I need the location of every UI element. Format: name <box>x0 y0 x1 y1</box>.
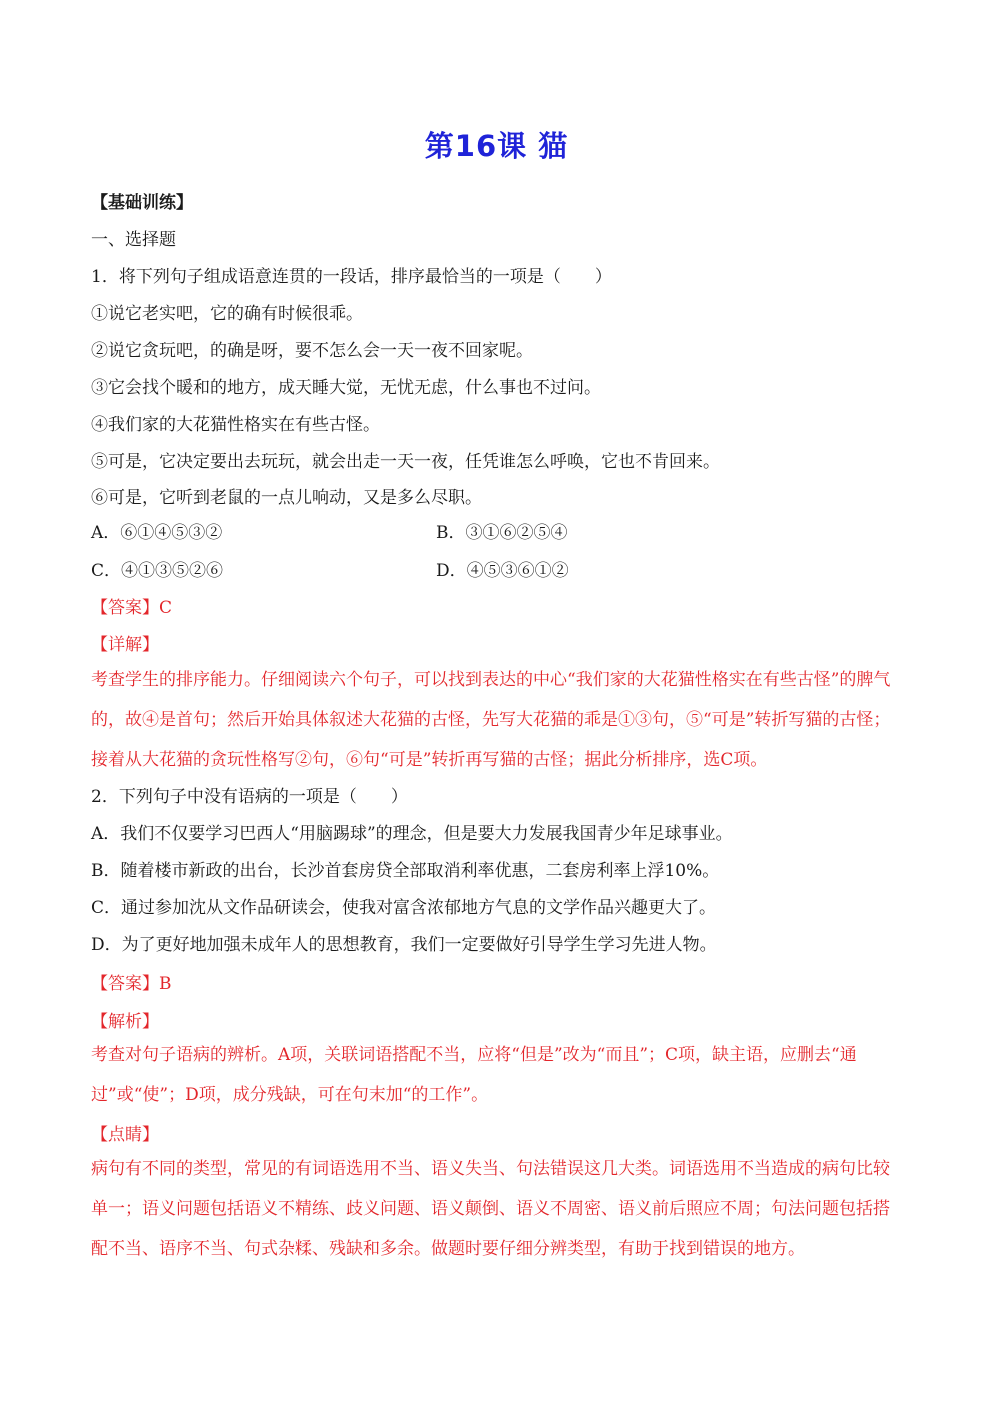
q1-option-d: D．④⑤③⑥①② <box>436 561 569 581</box>
part-heading: 一、选择题 <box>91 230 176 250</box>
q1-answer-value: C <box>159 598 173 618</box>
q1-sentence-1: ①说它老实吧，它的确有时候很乖。 <box>91 304 363 324</box>
q2-stem: 2．下列句子中没有语病的一项是（ ） <box>91 787 408 807</box>
q2-option-a: A．我们不仅要学习巴西人“用脑踢球”的理念，但是要大力发展我国青少年足球事业。 <box>91 824 733 844</box>
page-title: 第16课 猫 <box>424 129 569 163</box>
q1-detail-label: 【详解】 <box>91 635 159 655</box>
q1-option-b: B．③①⑥②⑤④ <box>436 523 568 543</box>
q1-sentence-2: ②说它贪玩吧，的确是呀，要不怎么会一天一夜不回家呢。 <box>91 341 533 361</box>
q2-option-d: D．为了更好地加强未成年人的思想教育，我们一定要做好引导学生学习先进人物。 <box>91 935 717 955</box>
section-header: 【基础训练】 <box>91 193 193 213</box>
q1-answer <box>91 597 172 619</box>
q1-answer-label: 【答案】 <box>91 598 159 618</box>
q1-option-a: A．⑥①④⑤③② <box>91 523 223 543</box>
q1-sentence-4: ④我们家的大花猫性格实在有些古怪。 <box>91 415 380 435</box>
q2-option-b: B．随着楼市新政的出台，长沙首套房贷全部取消利率优惠，二套房利率上浮10%。 <box>91 861 720 881</box>
q1-stem: 1．将下列句子组成语意连贯的一段话，排序最恰当的一项是（ ） <box>91 267 612 287</box>
q2-tip-text: 病句有不同的类型，常见的有词语选用不当、语义失当、句法错误这几大类。词语选用不当造成的病句比较单一；语义问题包括语义不精练、歧义问题、语义颠倒、语义不周密、语义前后照应不周；句法问题包括搭配不当、语序不当、句式杂糅、残缺和多余。做题时要仔细分辨类型，有助于找到错误的地方。 <box>91 1159 890 1259</box>
q2-tip-label: 【点睛】 <box>91 1125 159 1145</box>
q1-option-c: C．④①③⑤②⑥ <box>91 561 224 581</box>
q2-answer-label: 【答案】 <box>91 974 159 994</box>
q2-answer <box>91 973 172 995</box>
q1-sentence-6: ⑥可是，它听到老鼠的一点儿响动，又是多么尽职。 <box>91 488 482 508</box>
q1-detail-text: 考查学生的排序能力。仔细阅读六个句子，可以找到表达的中心“我们家的大花猫性格实在有些古怪”的脾气的，故④是首句；然后开始具体叙述大花猫的古怪，先写大花猫的乖是①③句，⑤“可是”转折写猫的古怪；接着从大花猫的贪玩性格写②句，⑥句“可是”转折再写猫的古怪；据此分析排序，选C项。 <box>91 670 891 770</box>
q1-sentence-5: ⑤可是，它决定要出去玩玩，就会出走一天一夜，任凭谁怎么呼唤，它也不肯回来。 <box>91 452 720 472</box>
q2-analysis-text: 考查对句子语病的辨析。A项，关联词语搭配不当，应将“但是”改为“而且”；C项，缺主语，应删去“通过”或“使”；D项，成分残缺，可在句末加“的工作”。 <box>91 1045 857 1105</box>
q2-option-c: C．通过参加沈从文作品研读会，使我对富含浓郁地方气息的文学作品兴趣更大了。 <box>91 898 717 918</box>
q2-analysis-label: 【解析】 <box>91 1012 159 1032</box>
q1-sentence-3: ③它会找个暖和的地方，成天睡大觉，无忧无虑，什么事也不过问。 <box>91 378 601 398</box>
q2-answer-value: B <box>159 974 172 994</box>
